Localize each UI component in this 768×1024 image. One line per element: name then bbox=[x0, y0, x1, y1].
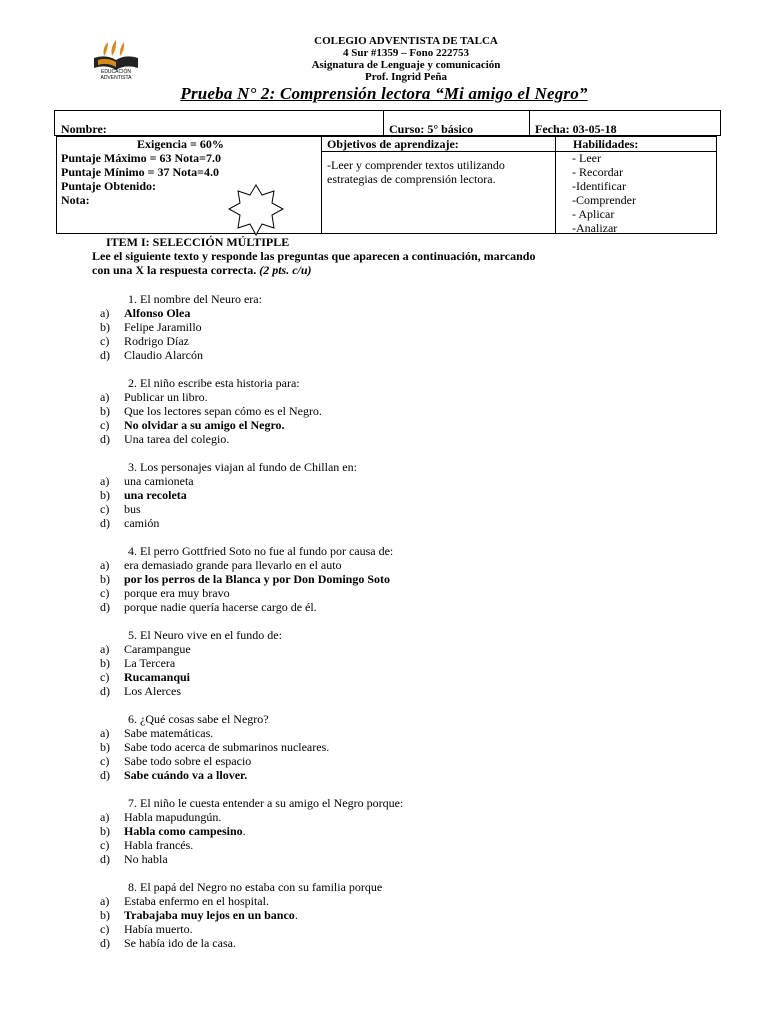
option-text: Sabe todo sobre el espacio bbox=[124, 754, 252, 768]
option-text: Alfonso Olea bbox=[124, 306, 191, 320]
option-letter: c) bbox=[100, 502, 110, 516]
option-text: Sabe todo acerca de submarinos nucleares. bbox=[124, 740, 330, 754]
answer-option[interactable] bbox=[100, 502, 728, 516]
answer-option[interactable] bbox=[100, 810, 728, 824]
option-text: Publicar un libro. bbox=[124, 390, 208, 404]
question-7 bbox=[100, 796, 728, 866]
answer-option[interactable] bbox=[100, 642, 728, 656]
question-6 bbox=[100, 712, 728, 782]
option-text: Que los lectores sepan cómo es el Negro. bbox=[124, 404, 322, 418]
school-header bbox=[200, 35, 612, 83]
question-1 bbox=[100, 292, 728, 362]
question-stem: 3. Los personajes viajan al fundo de Chillan en: bbox=[128, 460, 357, 474]
question-4 bbox=[100, 544, 728, 614]
option-letter: b) bbox=[100, 320, 110, 334]
question-2 bbox=[100, 376, 728, 446]
answer-option[interactable] bbox=[100, 558, 728, 572]
option-letter: c) bbox=[100, 670, 110, 684]
option-text: una camioneta bbox=[124, 474, 194, 488]
option-text: Habla francés. bbox=[124, 838, 194, 852]
question-stem: 7. El niño le cuesta entender a su amigo el Negro porque: bbox=[128, 796, 404, 810]
school-address: 4 Sur #1359 – Fono 222753 bbox=[342, 47, 469, 59]
answer-option[interactable] bbox=[100, 572, 728, 586]
question-stem: 1. El nombre del Neuro era: bbox=[128, 292, 262, 306]
option-letter: d) bbox=[100, 684, 110, 698]
option-letter: a) bbox=[100, 390, 110, 404]
answer-option[interactable] bbox=[100, 488, 728, 502]
grade-star-icon bbox=[227, 184, 285, 236]
answer-option[interactable] bbox=[100, 334, 728, 348]
question-stem: 8. El papá del Negro no estaba con su familia porque bbox=[128, 880, 383, 894]
answer-option[interactable] bbox=[100, 922, 728, 936]
item-instruction-1: Lee el siguiente texto y responde las preguntas que aparecen a continuación, marcando bbox=[92, 249, 536, 263]
answer-option[interactable] bbox=[100, 740, 728, 754]
answer-option[interactable] bbox=[100, 670, 728, 684]
answer-option[interactable] bbox=[100, 404, 728, 418]
option-text: Felipe Jaramillo bbox=[124, 320, 202, 334]
skill-item: -Identificar bbox=[572, 179, 626, 193]
grade-label: Nota: bbox=[61, 193, 90, 207]
option-letter: d) bbox=[100, 768, 110, 782]
option-letter: c) bbox=[100, 754, 110, 768]
item-instruction-2: con una X la respuesta correcta. bbox=[92, 263, 257, 277]
option-text: Trabajaba muy lejos en un banco. bbox=[124, 908, 298, 922]
option-letter: d) bbox=[100, 348, 110, 362]
option-letter: d) bbox=[100, 936, 110, 950]
option-text: Habla como campesino. bbox=[124, 824, 246, 838]
objectives-line-2: estrategias de comprensión lectora. bbox=[327, 172, 496, 186]
course-label: Curso: 5° básico bbox=[389, 122, 474, 136]
option-letter: a) bbox=[100, 810, 110, 824]
option-text: porque era muy bravo bbox=[124, 586, 230, 600]
answer-option[interactable] bbox=[100, 726, 728, 740]
question-stem: 5. El Neuro vive en el fundo de: bbox=[128, 628, 282, 642]
option-text: Habla mapudungún. bbox=[124, 810, 222, 824]
question-8 bbox=[100, 880, 728, 950]
option-text: una recoleta bbox=[124, 488, 187, 502]
option-letter: c) bbox=[100, 418, 110, 432]
option-letter: d) bbox=[100, 432, 110, 446]
option-text: camión bbox=[124, 516, 160, 530]
question-stem: 6. ¿Qué cosas sabe el Negro? bbox=[128, 712, 269, 726]
option-text: Sabe cuándo va a llover. bbox=[124, 768, 248, 782]
logo-text: EDUCACIÓN ADVENTISTA bbox=[100, 69, 132, 81]
option-letter: a) bbox=[100, 894, 110, 908]
answer-option[interactable] bbox=[100, 824, 728, 838]
option-text: era demasiado grande para llevarlo en el auto bbox=[124, 558, 342, 572]
option-letter: c) bbox=[100, 838, 110, 852]
answer-option[interactable] bbox=[100, 936, 728, 950]
question-3 bbox=[100, 460, 728, 530]
option-text: Una tarea del colegio. bbox=[124, 432, 230, 446]
option-text: Los Alerces bbox=[124, 684, 181, 698]
name-label: Nombre: bbox=[61, 122, 107, 136]
answer-option[interactable] bbox=[100, 852, 728, 866]
score-objectives-box bbox=[56, 136, 717, 234]
skill-item: - Aplicar bbox=[572, 207, 615, 221]
option-letter: d) bbox=[100, 600, 110, 614]
option-text: Carampangue bbox=[124, 642, 191, 656]
answer-option[interactable] bbox=[100, 600, 728, 614]
option-letter: a) bbox=[100, 474, 110, 488]
subject-name: Asignatura de Lenguaje y comunicación bbox=[311, 59, 501, 71]
school-name: COLEGIO ADVENTISTA DE TALCA bbox=[314, 35, 498, 47]
item-points: (2 pts. c/u) bbox=[259, 263, 312, 277]
option-letter: c) bbox=[100, 334, 110, 348]
answer-option[interactable] bbox=[100, 754, 728, 768]
answer-option[interactable] bbox=[100, 348, 728, 362]
option-letter: b) bbox=[100, 404, 110, 418]
option-letter: d) bbox=[100, 516, 110, 530]
answer-option[interactable] bbox=[100, 838, 728, 852]
skill-item: -Analizar bbox=[572, 221, 618, 235]
answer-option[interactable] bbox=[100, 894, 728, 908]
test-title: Prueba N° 2: Comprensión lectora “Mi amigo el Negro” bbox=[180, 84, 588, 103]
answer-option[interactable] bbox=[100, 418, 728, 432]
answer-option[interactable] bbox=[100, 768, 728, 782]
option-letter: b) bbox=[100, 740, 110, 754]
option-text: La Tercera bbox=[124, 656, 176, 670]
option-letter: a) bbox=[100, 726, 110, 740]
option-text: No habla bbox=[124, 852, 168, 866]
school-logo bbox=[88, 38, 144, 84]
option-letter: a) bbox=[100, 558, 110, 572]
option-text: Se había ido de la casa. bbox=[124, 936, 236, 950]
option-text: Rodrigo Díaz bbox=[124, 334, 189, 348]
obtained-score-label: Puntaje Obtenido: bbox=[61, 179, 157, 193]
option-text: Sabe matemáticas. bbox=[124, 726, 214, 740]
max-score-label: Puntaje Máximo = 63 Nota=7.0 bbox=[61, 151, 221, 165]
skill-item: - Leer bbox=[572, 151, 601, 165]
option-letter: b) bbox=[100, 656, 110, 670]
answer-option[interactable] bbox=[100, 306, 728, 320]
answer-option[interactable] bbox=[100, 908, 728, 922]
option-text: Claudio Alarcón bbox=[124, 348, 203, 362]
requirement-label: Exigencia = 60% bbox=[137, 137, 224, 151]
answer-option[interactable] bbox=[100, 656, 728, 670]
objectives-line-1: -Leer y comprender textos utilizando bbox=[327, 158, 505, 172]
option-letter: b) bbox=[100, 908, 110, 922]
option-text: Estaba enfermo en el hospital. bbox=[124, 894, 269, 908]
answer-option[interactable] bbox=[100, 516, 728, 530]
answer-option[interactable] bbox=[100, 320, 728, 334]
answer-option[interactable] bbox=[100, 432, 728, 446]
question-stem: 4. El perro Gottfried Soto no fue al fundo por causa de: bbox=[128, 544, 394, 558]
option-text: bus bbox=[124, 502, 141, 516]
option-text: porque nadie quería hacerse cargo de él. bbox=[124, 600, 317, 614]
min-score-label: Puntaje Mínimo = 37 Nota=4.0 bbox=[61, 165, 219, 179]
skill-item: -Comprender bbox=[572, 193, 636, 207]
answer-option[interactable] bbox=[100, 684, 728, 698]
date-label: Fecha: 03-05-18 bbox=[535, 122, 617, 136]
option-text: No olvidar a su amigo el Negro. bbox=[124, 418, 285, 432]
option-letter: b) bbox=[100, 488, 110, 502]
option-text: Rucamanqui bbox=[124, 670, 191, 684]
question-stem: 2. El niño escribe esta historia para: bbox=[128, 376, 300, 390]
option-letter: c) bbox=[100, 922, 110, 936]
answer-option[interactable] bbox=[100, 586, 728, 600]
item-title: ITEM I: SELECCIÓN MÚLTIPLE bbox=[106, 235, 290, 249]
item-instruction-2-wrap bbox=[92, 263, 706, 277]
option-letter: b) bbox=[100, 572, 110, 586]
objectives-title: Objetivos de aprendizaje: bbox=[327, 137, 459, 151]
student-info-row bbox=[54, 110, 721, 136]
skills-title: Habilidades: bbox=[573, 137, 639, 151]
option-letter: a) bbox=[100, 306, 110, 320]
skill-item: - Recordar bbox=[572, 165, 623, 179]
question-5 bbox=[100, 628, 728, 698]
option-text: Había muerto. bbox=[124, 922, 193, 936]
option-letter: d) bbox=[100, 852, 110, 866]
answer-option[interactable] bbox=[100, 474, 728, 488]
answer-option[interactable] bbox=[100, 390, 728, 404]
option-letter: c) bbox=[100, 586, 110, 600]
option-letter: a) bbox=[100, 642, 110, 656]
option-text: por los perros de la Blanca y por Don Domingo Soto bbox=[124, 572, 391, 586]
teacher-name: Prof. Ingrid Peña bbox=[365, 71, 447, 83]
option-letter: b) bbox=[100, 824, 110, 838]
item-header bbox=[92, 235, 706, 277]
